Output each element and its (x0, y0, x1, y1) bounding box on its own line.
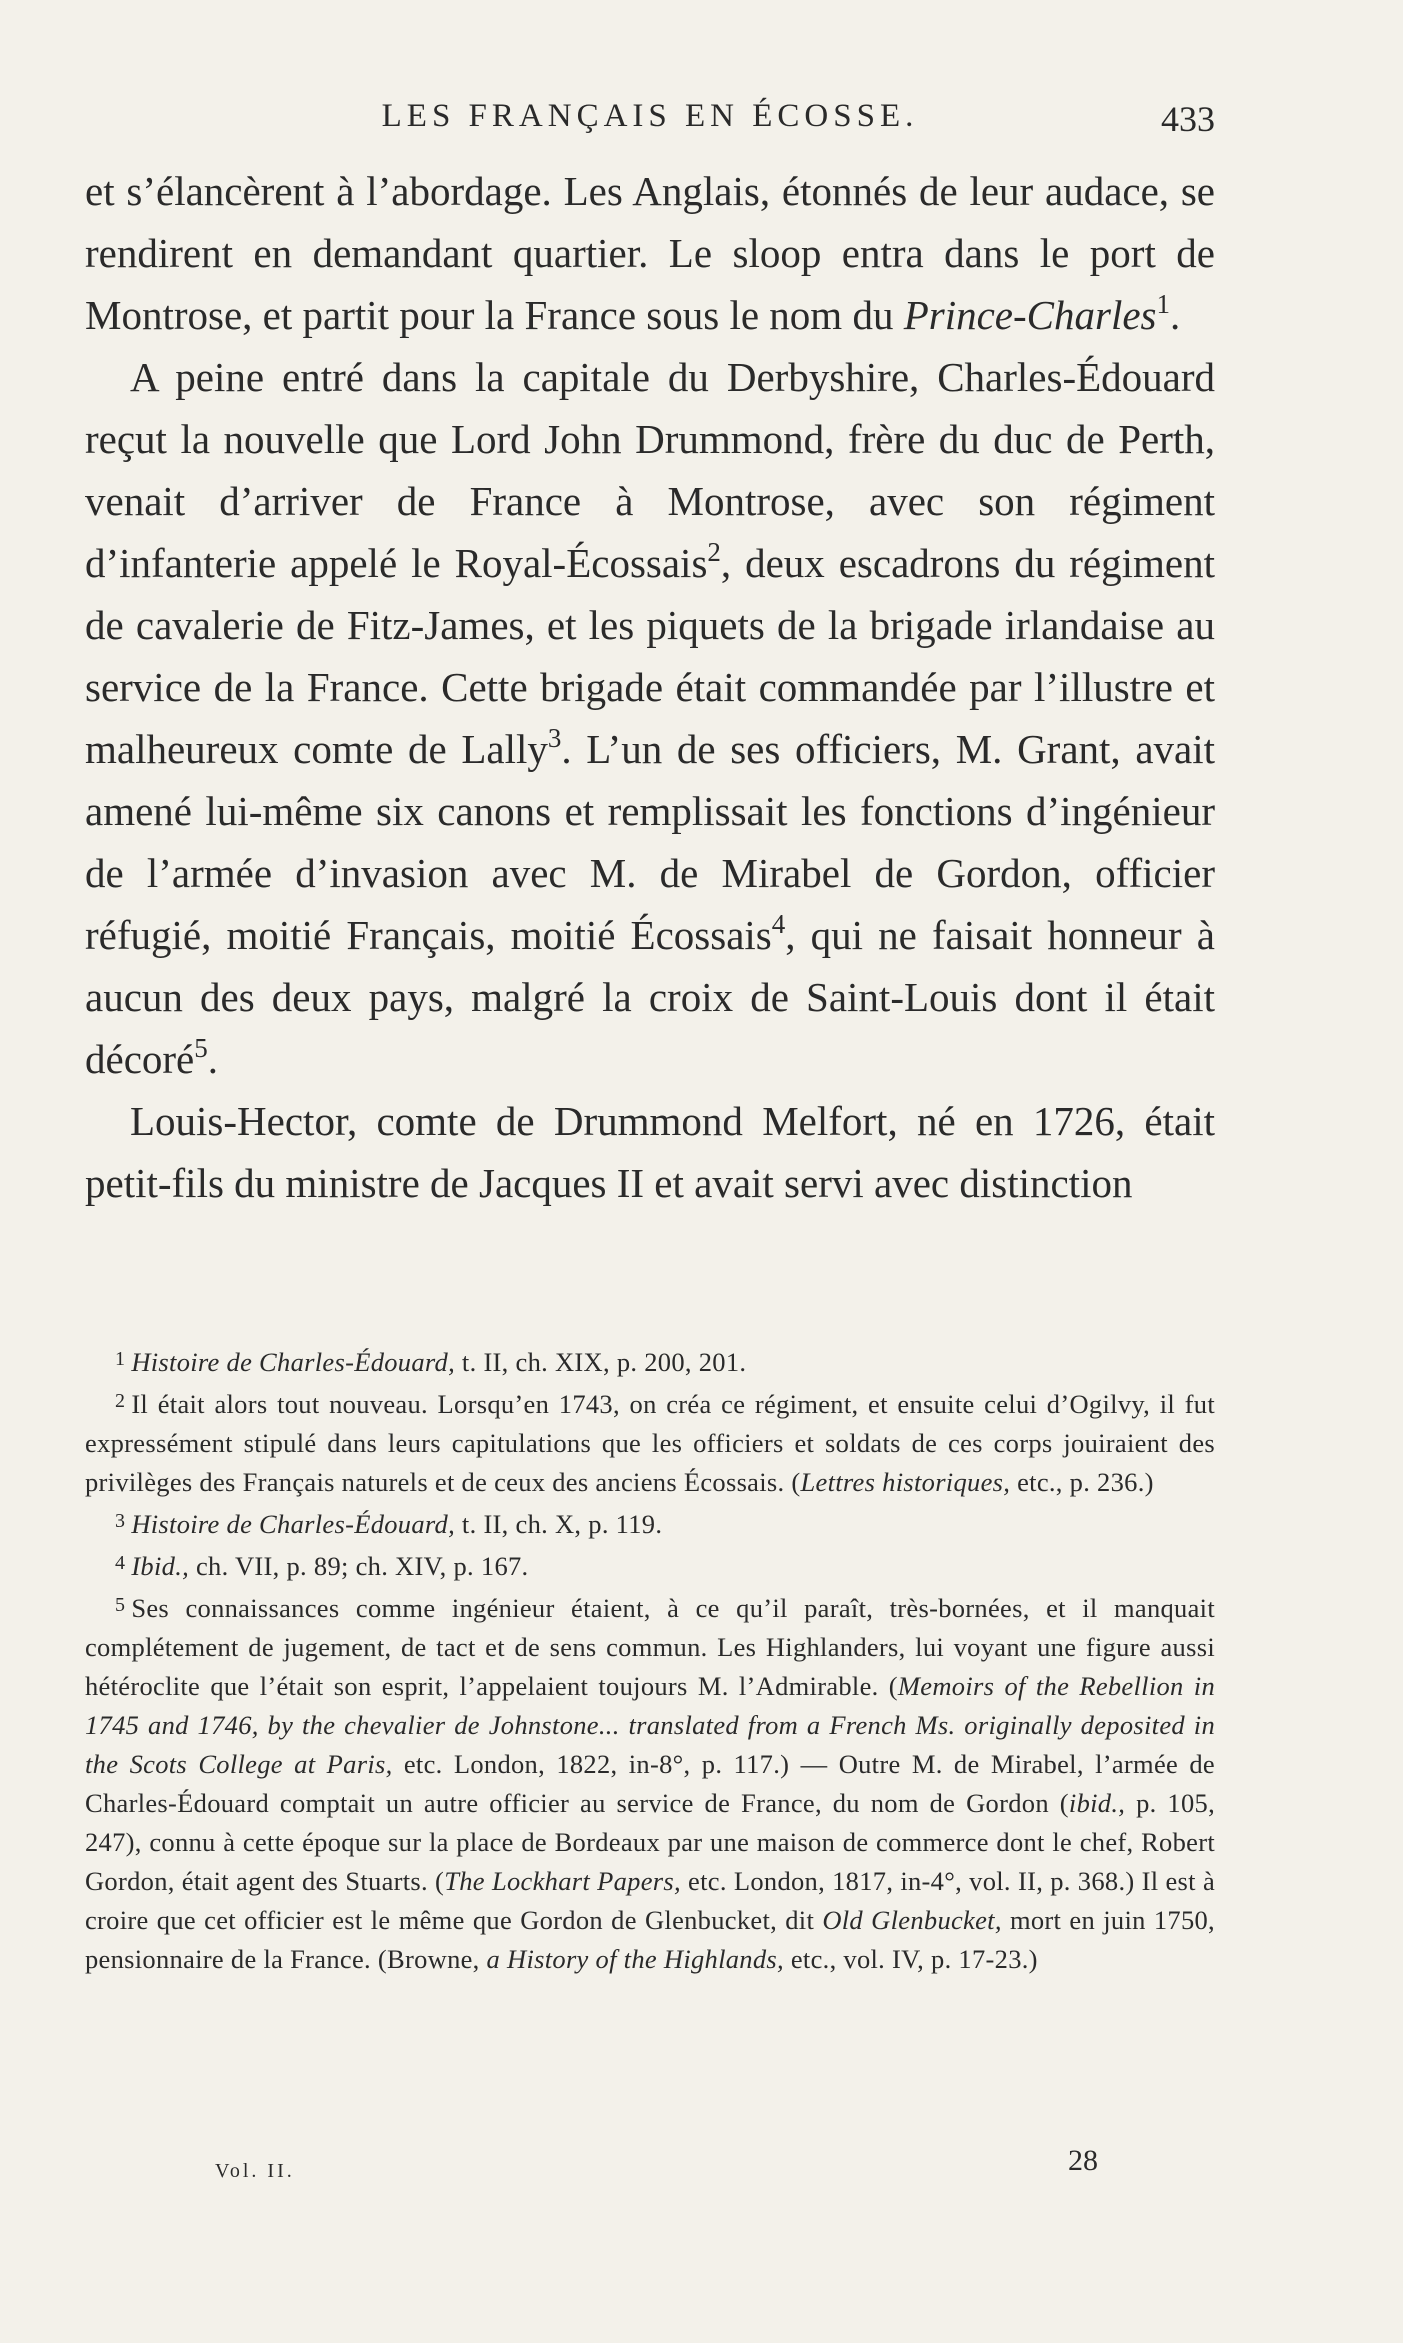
paragraph-1 (85, 160, 1215, 346)
footnote-1-rest: t. II, ch. XIX, p. 200, 201. (455, 1347, 747, 1377)
running-title: LES FRANÇAIS EN ÉCOSSE. (381, 98, 919, 134)
footnote-ref-5[interactable]: 5 (194, 1033, 208, 1063)
footnote-ref-3[interactable]: 3 (547, 723, 562, 753)
footnote-ref-4[interactable]: 4 (771, 909, 786, 939)
footnote-1-title: Histoire de Charles-Édouard, (131, 1347, 455, 1377)
volume-signature: Vol. II. (215, 2160, 295, 2182)
footnote-1 (85, 1340, 1215, 1382)
footnote-5-part-a: Ses connaissances comme ingénieur étaient, à ce qu’il paraît, très-bornées, et il manquait complétement de jugement, de tact et de sens commun. Les Highlanders, lui voyant une figure aussi hétéroclite que l’était son esprit, l’appelaient toujours M. l’Admirable. ( (85, 1593, 1215, 1701)
running-head (85, 98, 1215, 148)
footnote-1-number: 1 (115, 1348, 126, 1370)
footnote-2 (85, 1382, 1215, 1502)
footnote-4-title: Ibid., (131, 1551, 190, 1581)
footnote-3-rest: t. II, ch. X, p. 119. (455, 1509, 663, 1539)
footnote-4-number: 4 (115, 1552, 126, 1574)
footnote-5-history-title: a History of the Highlands, (486, 1944, 784, 1974)
paragraph-2 (85, 346, 1215, 1090)
paragraph-2-part-b: , deux escadrons du régiment de cavalerie de Fitz-James, et les piquets de la brigade irlandaise au service de la France. Cette brigade était commandée par l’illustre et malheureux comte de Lally (85, 540, 1215, 772)
footnote-5-part-c: p. 105, 247), connu à cette époque sur la place de Bordeaux par une maison de commerce dont le chef, Robert Gordon, était agent des Stuarts. ( (85, 1788, 1216, 1896)
footnote-5-glenbucket: Old Glenbucket, (822, 1905, 1002, 1935)
page-number: 433 (1161, 99, 1215, 139)
footnote-2-end: etc., p. 236.) (1010, 1467, 1154, 1497)
paragraph-2-part-c: . L’un de ses officiers, M. Grant, avait amené lui-même six canons et remplissait les fonctions d’ingénieur de l’armée d’invasion avec M. de Mirabel de Gordon, officier réfugié, moitié Français, moitié Écossais (85, 726, 1215, 958)
footnote-3 (85, 1502, 1215, 1544)
footnote-5-lockhart-title: The Lockhart Papers, (444, 1866, 681, 1896)
footnote-2-title: Lettres historiques, (800, 1467, 1011, 1497)
footnote-2-number: 2 (115, 1390, 126, 1412)
footnote-5-part-e: mort en juin 1750, pensionnaire de la France. (Browne, (85, 1905, 1215, 1974)
ship-name: Prince-Charles (903, 292, 1157, 338)
footnote-2-text: Il était alors tout nouveau. Lorsqu’en 1743, on créa ce régiment, et ensuite celui d’Ogilvy, il fut expressément stipulé dans leurs capitulations que les officiers et soldats de ces corps jouiraient des privilèges des Français naturels et de ceux des anciens Écossais. ( (85, 1389, 1215, 1497)
paragraph-1-text: et s’élancèrent à l’abordage. Les Anglais, étonnés de leur audace, se rendirent en demandant quartier. Le sloop entra dans le port de Montrose, et partit pour la France sous le nom du (85, 168, 1215, 338)
footnote-ref-2[interactable]: 2 (707, 537, 721, 567)
footnote-5 (85, 1586, 1215, 1979)
sheet-number: 28 (1068, 2144, 1098, 2177)
footnote-5-memoirs-title: Memoirs of the Rebellion in 1745 and 1746, by the chevalier de Johnstone... translated from a French Ms. originally deposited in the Scots College at Paris, (85, 1671, 1215, 1779)
paragraph-2-end: . (207, 1036, 218, 1082)
footnotes (85, 1340, 1215, 1979)
paragraph-2-part-a: A peine entré dans la capitale du Derbyshire, Charles-Édouard reçut la nouvelle que Lord John Drummond, frère du duc de Perth, venait d’arriver de France à Montrose, avec son régiment d’infanterie appelé le Royal-Écossais (85, 354, 1215, 586)
paragraph-1-end: . (1170, 292, 1181, 338)
footnote-5-part-f: etc., vol. IV, p. 17-23.) (783, 1944, 1038, 1974)
footnote-3-title: Histoire de Charles-Édouard, (131, 1509, 455, 1539)
main-text (85, 160, 1215, 1214)
footnote-ref-1[interactable]: 1 (1156, 289, 1170, 319)
paragraph-3: Louis-Hector, comte de Drummond Melfort, né en 1726, était petit-fils du ministre de Jacques II et avait servi avec distinction (85, 1098, 1215, 1206)
paragraph-2-part-d: , qui ne faisait honneur à aucun des deux pays, malgré la croix de Saint-Louis dont il était décoré (85, 912, 1215, 1082)
footnote-4-rest: ch. VII, p. 89; ch. XIV, p. 167. (189, 1551, 529, 1581)
footnote-4 (85, 1544, 1215, 1586)
footnote-3-number: 3 (115, 1510, 126, 1532)
footnote-5-ibid: ibid., (1068, 1788, 1126, 1818)
footnote-5-part-d: etc. London, 1817, in-4°, vol. II, p. 368.) Il est à croire que cet officier est le même que Gordon de Glenbucket, dit (85, 1866, 1216, 1935)
footnote-5-number: 5 (115, 1594, 126, 1616)
footnote-5-part-b: etc. London, 1822, in-8°, p. 117.) — Outre M. de Mirabel, l’armée de Charles-Édouard comptait un autre officier au service de France, du nom de Gordon ( (85, 1749, 1215, 1818)
